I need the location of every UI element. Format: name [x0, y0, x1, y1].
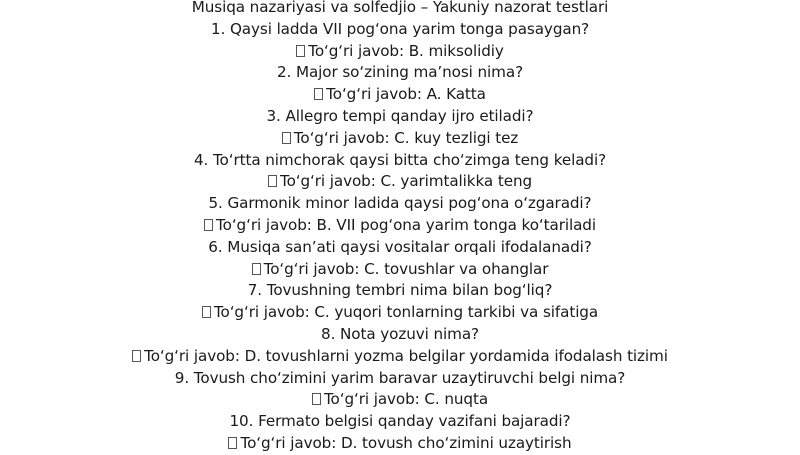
answer-prefix: To‘g‘ri javob: [279, 172, 376, 191]
answer-prefix: To‘g‘ri javob: [308, 41, 404, 60]
missing-glyph-icon [252, 263, 261, 275]
missing-glyph-icon [204, 219, 213, 231]
question-9: 9. Tovush cho‘zimini yarim baravar uzaytiruvchi belgi nima? [174, 368, 626, 387]
missing-glyph-icon [228, 437, 237, 449]
question-3: 3. Allegro tempi qanday ijro etiladi? [266, 106, 534, 125]
answer-2 [0, 84, 800, 106]
answer-prefix: To‘g‘ri javob: [263, 259, 360, 278]
question-8: 8. Nota yozuvi nima? [321, 324, 479, 343]
answer-text: C. tovushlar va ohanglar [364, 259, 549, 278]
answer-prefix: To‘g‘ri javob: [216, 215, 312, 234]
question-4: 4. To‘rtta nimchorak qaysi bitta cho‘zimga teng keladi? [193, 150, 607, 169]
answer-text: D. tovushlarni yozma belgilar yordamida ifodalash tizimi [244, 346, 668, 365]
missing-glyph-icon [312, 393, 321, 405]
missing-glyph-icon [296, 45, 305, 57]
document-title: Musiqa nazariyasi va solfedjio – Yakuniy nazorat testlari [191, 0, 609, 16]
answer-text: A. Katta [426, 85, 486, 104]
answer-text: B. VII pog‘ona yarim tonga ko‘tariladi [316, 215, 596, 234]
answer-1 [0, 41, 800, 63]
answer-prefix: To‘g‘ri javob: [240, 433, 337, 452]
answer-text: C. kuy tezligi tez [394, 128, 519, 147]
question-2: 2. Major so‘zining ma’nosi nima? [276, 63, 524, 82]
missing-glyph-icon [202, 306, 211, 318]
answer-10 [0, 433, 800, 455]
question-1: 1. Qaysi ladda VII pog‘ona yarim tonga pasaygan? [210, 19, 590, 38]
answer-7 [0, 302, 800, 324]
answer-prefix: To‘g‘ri javob: [323, 390, 420, 409]
question-10: 10. Fermato belgisi qanday vazifani bajaradi? [229, 412, 571, 431]
answer-text: C. nuqta [424, 390, 489, 409]
answer-prefix: To‘g‘ri javob: [213, 303, 310, 322]
missing-glyph-icon [314, 88, 323, 100]
answer-prefix: To‘g‘ri javob: [293, 128, 390, 147]
answer-6 [0, 259, 800, 281]
question-6: 6. Musiqa san’ati qaysi vositalar orqali ifodalanadi? [208, 237, 592, 256]
answer-4 [0, 171, 800, 193]
answer-8 [0, 346, 800, 368]
answer-prefix: To‘g‘ri javob: [326, 85, 422, 104]
question-7: 7. Tovushning tembri nima bilan bog‘liq? [247, 281, 553, 300]
answer-5 [0, 215, 800, 237]
answer-text: B. miksolidiy [408, 41, 504, 60]
question-5: 5. Garmonik minor ladida qaysi pog‘ona o‘zgaradi? [208, 194, 592, 213]
missing-glyph-icon [282, 132, 291, 144]
answer-3 [0, 128, 800, 150]
missing-glyph-icon [132, 350, 141, 362]
answer-prefix: To‘g‘ri javob: [144, 346, 240, 365]
answer-text: C. yarimtalikka teng [380, 172, 533, 191]
missing-glyph-icon [268, 175, 277, 187]
answer-text: C. yuqori tonlarning tarkibi va sifatiga [314, 303, 599, 322]
answer-9 [0, 389, 800, 411]
answer-text: D. tovush cho‘zimini uzaytirish [340, 433, 572, 452]
